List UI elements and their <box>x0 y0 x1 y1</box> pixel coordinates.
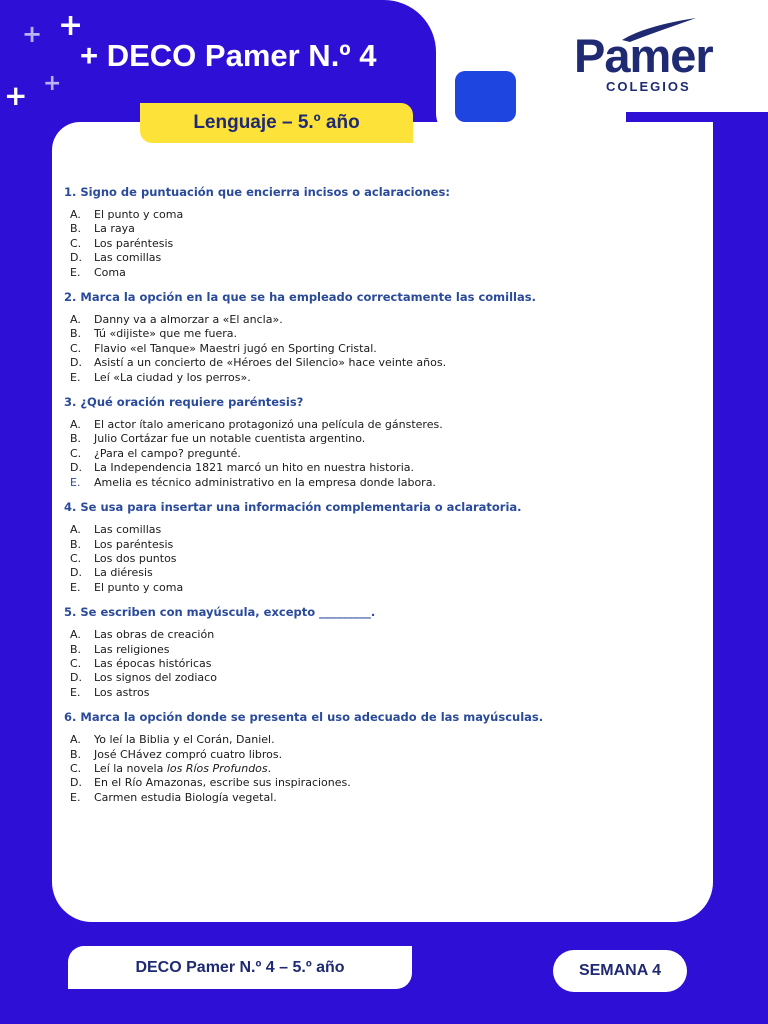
option-letter: B. <box>70 432 82 446</box>
option-text: Los paréntesis <box>94 236 174 250</box>
option-text: Los signos del zodiaco <box>94 671 217 685</box>
option-text: Las comillas <box>94 523 162 537</box>
footer-label: DECO Pamer N.º 4 – 5.º año <box>68 946 412 989</box>
page-title <box>80 38 377 74</box>
decor-plus-icon: + <box>43 71 62 96</box>
question-text: 5. Se escriben con mayúscula, excepto _________. <box>64 605 376 620</box>
week-badge: SEMANA 4 <box>553 950 687 992</box>
question-3 <box>62 395 702 490</box>
option-item <box>62 748 702 762</box>
option-item <box>62 628 702 642</box>
option-item <box>62 418 702 432</box>
option-text: Yo leí la Biblia y el Corán, Daniel. <box>94 733 275 747</box>
option-text: Las comillas <box>94 251 162 265</box>
option-letter: C. <box>70 551 82 565</box>
option-item <box>62 432 702 446</box>
option-text: En el Río Amazonas, escribe sus inspiraciones. <box>94 776 351 790</box>
option-letter: B. <box>70 222 82 236</box>
option-letter: A. <box>70 313 81 327</box>
question-text: 4. Se usa para insertar una información complementaria o aclaratoria. <box>64 500 522 515</box>
option-text: ¿Para el campo? pregunté. <box>94 446 241 460</box>
option-letter: E. <box>70 475 81 489</box>
option-text: La raya <box>94 222 135 236</box>
option-letter: E. <box>70 370 81 384</box>
option-letter: C. <box>70 656 82 670</box>
option-item <box>62 327 702 341</box>
option-text: Carmen estudia Biología vegetal. <box>94 790 277 804</box>
logo-wordmark: Pamer <box>574 29 713 82</box>
option-letter: B. <box>70 327 82 341</box>
option-item <box>62 371 702 385</box>
question-text: 1. Signo de puntuación que encierra incisos o aclaraciones: <box>64 185 450 199</box>
option-text: Asistí a un concierto de «Héroes del Silencio» hace veinte años. <box>94 356 447 370</box>
option-item <box>62 476 702 490</box>
option-text: Tú «dijiste» que me fuera. <box>94 327 238 341</box>
decor-plus-icon: + <box>4 79 28 112</box>
option-item <box>62 762 702 776</box>
option-text: Las épocas históricas <box>94 656 212 670</box>
option-letter: D. <box>70 566 82 580</box>
option-item <box>62 657 702 671</box>
title-text: DECO Pamer N.º 4 <box>106 38 377 73</box>
option-letter: A. <box>70 523 81 537</box>
option-item <box>62 566 702 580</box>
option-text: El punto y coma <box>94 580 184 594</box>
option-item <box>62 643 702 657</box>
option-item <box>62 208 702 222</box>
question-text: 6. Marca la opción donde se presenta el uso adecuado de las mayúsculas. <box>64 710 544 725</box>
option-text: Flavio «el Tanque» Maestri jugó en Sporting Cristal. <box>94 341 377 355</box>
option-letter: E. <box>70 790 81 804</box>
option-item <box>62 776 702 790</box>
option-text: La Independencia 1821 marcó un hito en nuestra historia. <box>94 461 414 475</box>
option-list <box>62 523 702 595</box>
option-letter: D. <box>70 776 82 790</box>
question-text: 3. ¿Qué oración requiere paréntesis? <box>64 395 304 410</box>
option-text: La diéresis <box>94 566 153 580</box>
subject-badge: Lenguaje – 5.º año <box>140 103 413 143</box>
option-letter: B. <box>70 747 82 761</box>
option-text: Los astros <box>94 685 150 699</box>
option-letter: D. <box>70 461 82 475</box>
option-list <box>62 628 702 700</box>
option-letter: A. <box>70 208 81 221</box>
option-text-part: . <box>267 761 272 775</box>
option-item <box>62 313 702 327</box>
option-item <box>62 356 702 370</box>
option-letter: C. <box>70 446 82 460</box>
option-text: Danny va a almorzar a «El ancla». <box>94 313 283 327</box>
option-text: José CHávez compró cuatro libros. <box>94 747 283 761</box>
option-text: Las religiones <box>94 642 170 656</box>
question-4 <box>62 500 702 595</box>
question-5 <box>62 605 702 700</box>
question-6 <box>62 710 702 805</box>
option-letter: C. <box>70 341 82 355</box>
option-list <box>62 733 702 805</box>
option-letter: D. <box>70 356 82 370</box>
option-letter: D. <box>70 251 82 265</box>
option-item <box>62 538 702 552</box>
option-text: Leí «La ciudad y los perros». <box>94 370 251 384</box>
option-list <box>62 313 702 385</box>
option-text: Coma <box>94 265 126 279</box>
option-item <box>62 671 702 685</box>
title-plus-icon: + <box>80 38 99 73</box>
option-item <box>62 222 702 236</box>
option-text: Amelia es técnico administrativo en la empresa donde labora. <box>94 475 436 489</box>
option-letter: E. <box>70 685 81 699</box>
question-2 <box>62 290 702 385</box>
option-letter: E. <box>70 265 81 279</box>
option-text: Los dos puntos <box>94 551 177 565</box>
logo-subtitle: COLEGIOS <box>606 79 691 94</box>
option-text: Julio Cortázar fue un notable cuentista argentino. <box>94 432 366 446</box>
option-text: El punto y coma <box>94 208 184 221</box>
question-text: 2. Marca la opción en la que se ha empleado correctamente las comillas. <box>64 290 536 305</box>
question-list <box>62 185 702 815</box>
option-letter: B. <box>70 642 82 656</box>
option-letter: A. <box>70 628 81 642</box>
option-item <box>62 266 702 280</box>
option-letter: E. <box>70 580 81 594</box>
option-letter: B. <box>70 537 82 551</box>
option-item <box>62 686 702 700</box>
option-item <box>62 251 702 265</box>
option-item <box>62 552 702 566</box>
option-letter: C. <box>70 236 82 250</box>
book-title: los Ríos Profundos <box>166 761 268 775</box>
option-item <box>62 342 702 356</box>
option-item <box>62 733 702 747</box>
option-letter: D. <box>70 671 82 685</box>
option-item <box>62 461 702 475</box>
option-list <box>62 208 702 280</box>
option-item <box>62 523 702 537</box>
pamer-logo <box>572 18 742 98</box>
option-item <box>62 447 702 461</box>
option-list <box>62 418 702 490</box>
option-item <box>62 581 702 595</box>
option-letter: C. <box>70 761 82 775</box>
option-letter: A. <box>70 733 81 747</box>
option-item <box>62 791 702 805</box>
accent-square <box>455 71 516 122</box>
decor-plus-icon: + <box>22 20 43 48</box>
option-text: Las obras de creación <box>94 628 215 642</box>
option-text <box>94 762 271 776</box>
option-text: Los paréntesis <box>94 537 174 551</box>
decor-plus-icon: + <box>58 8 84 43</box>
option-text: El actor ítalo americano protagonizó una película de gánsteres. <box>94 418 443 432</box>
option-text-part: Leí la novela <box>94 761 167 775</box>
option-item <box>62 237 702 251</box>
option-letter: A. <box>70 418 81 432</box>
question-1 <box>62 185 702 280</box>
